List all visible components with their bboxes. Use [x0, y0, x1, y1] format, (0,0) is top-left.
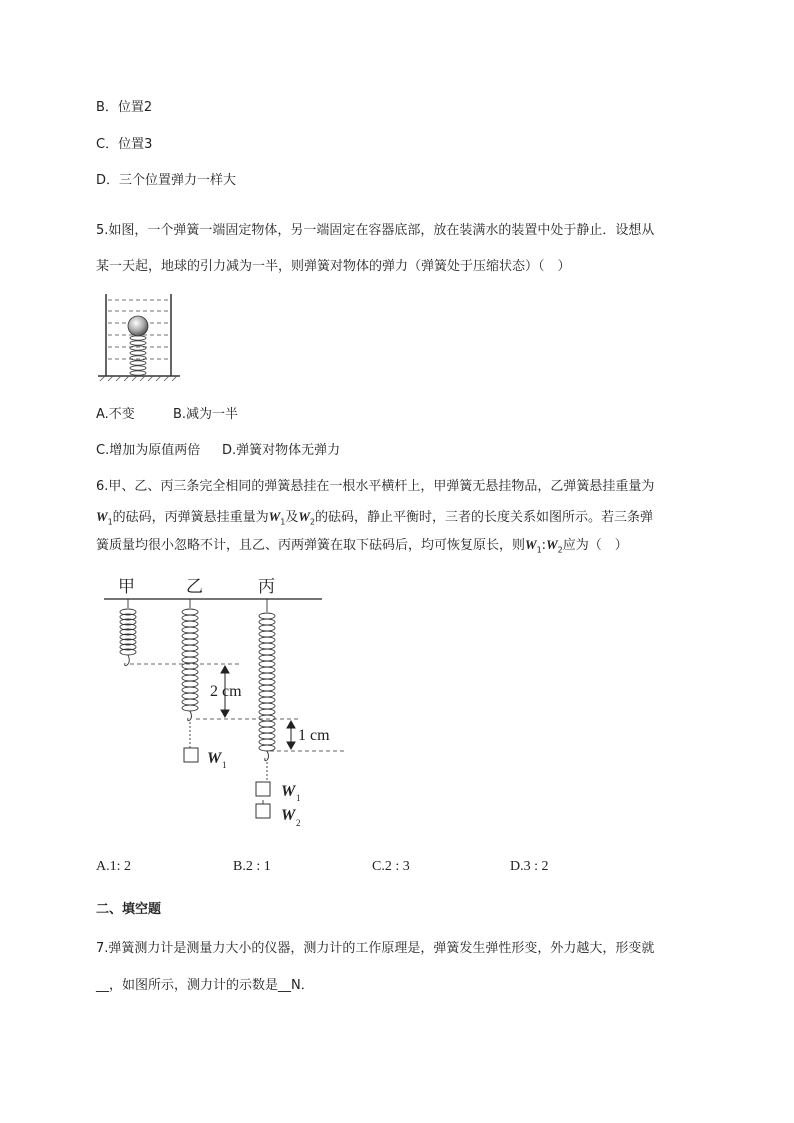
q5-option-d: D.弹簧对物体无弹力 [222, 443, 341, 458]
q5-container-figure [96, 290, 186, 382]
spring-bing [259, 599, 275, 804]
q6-line2: $W_1$的砝码，丙弹簧悬挂重量为$W_1$及$W_2$的砝码，静止平衡时，三者的长度关系如图所示。若三条弹 [96, 509, 654, 527]
q6-option-b: B.2 : 1 [233, 859, 271, 874]
q7-line2: __，如图所示，测力计的示数是__N． [96, 978, 314, 993]
svg-text:1: 1 [222, 760, 227, 770]
spring-jia [120, 599, 136, 666]
q5-option-a: A.不变 [96, 407, 135, 422]
q6-option-a: A.1: 2 [96, 859, 131, 874]
q6-line1: 6.甲、乙、丙三条完全相同的弹簧悬挂在一根水平横杆上，甲弹簧无悬挂物品，乙弹簧悬挂重量为 [96, 479, 655, 494]
label-yi: 乙 [186, 577, 203, 596]
weight-w1-yi [184, 748, 198, 762]
weight-w2-bing [256, 804, 270, 818]
label-bing: 丙 [258, 577, 275, 596]
q5-option-b: B.减为一半 [173, 407, 239, 422]
option-d-q4: D．三个位置弹力一样大 [96, 173, 237, 188]
q6-spring-figure [100, 572, 360, 840]
weight-w1-bing [256, 782, 270, 796]
q5-line2: 某一天起，地球的引力减为一半，则弹簧对物体的弹力（弹簧处于压缩状态）（ ） [96, 259, 571, 274]
svg-text:W: W [281, 783, 296, 800]
svg-text:1: 1 [296, 793, 301, 803]
svg-text:2: 2 [296, 818, 301, 828]
svg-text:W: W [281, 807, 296, 824]
q6-option-c: C.2 : 3 [372, 859, 410, 874]
q6-option-d: D.3 : 2 [510, 859, 549, 874]
label-jia: 甲 [118, 577, 135, 596]
q5-line1: 5.如图，一个弹簧一端固定物体，另一端固定在容器底部，放在装满水的装置中处于静止．设想从 [96, 223, 655, 238]
section-title-fill-in: 二、填空题 [96, 902, 162, 917]
q7-line1: 7.弹簧测力计是测量力大小的仪器，测力计的工作原理是，弹簧发生弹性形变，外力越大，形变就 [96, 941, 655, 956]
dim-1cm: 1 cm [298, 727, 330, 744]
q5-option-c: C.增加为原值两倍 [96, 443, 201, 458]
spring-yi [182, 599, 198, 748]
dim-2cm: 2 cm [210, 683, 242, 700]
option-c-q4: C．位置3 [96, 137, 153, 152]
option-b-q4: B．位置2 [96, 100, 153, 115]
svg-text:W: W [207, 750, 222, 767]
q6-line3: 簧质量均很小忽略不计，且乙、丙两弹簧在取下砝码后，均可恢复原长，则$W_1:W_2$应为（ ） [96, 537, 628, 555]
